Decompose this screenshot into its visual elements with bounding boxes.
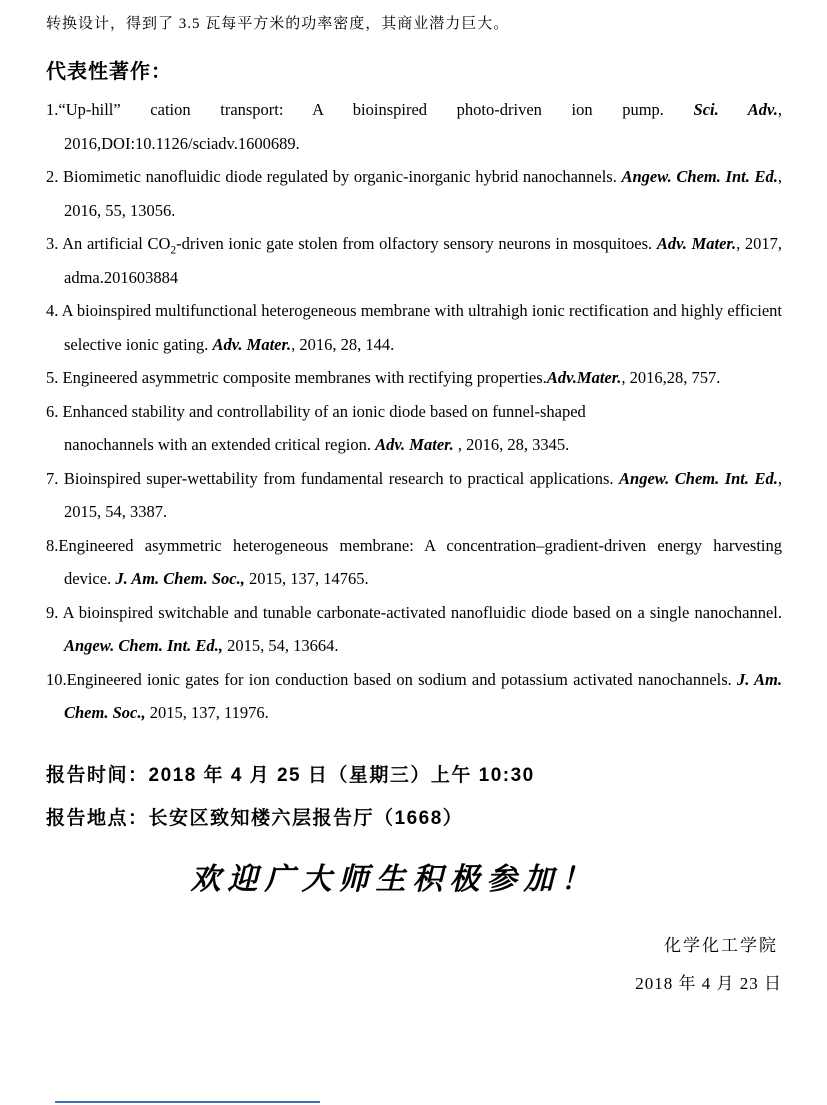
- journal-name: Adv. Mater.: [656, 234, 737, 253]
- publication-text: 9. A bioinspired switchable and tunable carbonate-activated nanofluidic diode based on a single nanochannel.: [46, 602, 782, 622]
- publication-item: [46, 93, 782, 160]
- bottom-blue-line: [55, 1101, 320, 1103]
- signature-organization: 化学化工学院: [664, 935, 778, 955]
- report-time-line: 报告时间：2018 年 4 月 25 日（星期三）上午 10:30: [46, 764, 535, 786]
- publication-item: [46, 294, 782, 361]
- publication-text: 1.“Up-hill” cation transport: A bioinspired photo-driven ion pump.: [46, 100, 694, 119]
- publication-item: [46, 395, 782, 462]
- publication-text: 2015, 137, 14765.: [244, 569, 369, 588]
- publication-text: 2: [170, 244, 177, 257]
- publication-text: , 2016, 28, 3345.: [453, 435, 570, 454]
- publication-item: [46, 160, 782, 227]
- publication-item: [46, 596, 782, 663]
- publication-text: -driven ionic gate stolen from olfactory sensory neurons in mosquitoes.: [176, 234, 657, 253]
- publication-text: 7. Bioinspired super-wettability from fundamental research to practical applications.: [46, 468, 620, 488]
- publication-text: , 2015, 54, 3387.: [64, 468, 782, 521]
- journal-name: Adv. Mater.: [212, 334, 292, 354]
- publication-item: [46, 361, 782, 395]
- journal-name: Adv.Mater.: [546, 368, 622, 387]
- publication-item: [46, 663, 782, 730]
- intro-paragraph: 转换设计，得到了 3.5 瓦每平方米的功率密度，其商业潜力巨大。: [46, 16, 510, 32]
- publication-text: 2. Biomimetic nanofluidic diode regulated by organic-inorganic hybrid nanochannels.: [46, 167, 622, 186]
- journal-name: Angew. Chem. Int. Ed.,: [64, 636, 223, 655]
- publication-item: [46, 227, 782, 294]
- publication-text: , 2016,28, 757.: [621, 368, 721, 387]
- journal-name: Angew. Chem. Int. Ed.: [621, 167, 778, 186]
- publication-text: , 2017, adma.201603884: [64, 234, 783, 287]
- journal-name: Sci. Adv.: [693, 100, 778, 119]
- publication-text: 2015, 54, 13664.: [222, 636, 339, 655]
- publication-text: nanochannels with an extended critical region.: [64, 435, 376, 454]
- publication-item: [46, 529, 782, 596]
- publication-text: 4. A bioinspired multifunctional heterogeneous membrane with ultrahigh ionic rectification and highly efficient selective ionic gating.: [46, 301, 782, 354]
- publication-text: 6. Enhanced stability and controllability of an ionic diode based on funnel-shaped: [46, 401, 586, 421]
- publication-text: , 2016, 55, 13056.: [64, 167, 782, 220]
- journal-name: J. Am. Chem. Soc.,: [115, 569, 245, 588]
- report-place-line: 报告地点：长安区致知楼六层报告厅（1668）: [46, 807, 464, 829]
- signature-date: 2018 年 4 月 23 日: [635, 973, 782, 993]
- journal-name: Angew. Chem. Int. Ed.: [619, 468, 778, 488]
- welcome-calligraphy-line: 欢迎广大师生积极参加！: [190, 862, 598, 896]
- publication-text: , 2016, 28, 144.: [291, 334, 395, 354]
- journal-name: J. Am. Chem. Soc.,: [64, 669, 782, 722]
- publication-text: 5. Engineered asymmetric composite membranes with rectifying properties.: [46, 368, 547, 387]
- publication-text: 10.Engineered ionic gates for ion conduction based on sodium and potassium activated nanochannels.: [46, 669, 738, 689]
- section-heading-publications: 代表性著作：: [46, 61, 172, 83]
- publication-text: , 2016,DOI:10.1126/sciadv.1600689.: [64, 100, 782, 153]
- publication-item: [46, 462, 782, 529]
- publication-text: 2015, 137, 11976.: [145, 703, 269, 722]
- publication-text: 3. An artificial CO: [46, 234, 171, 253]
- publication-text: 8.Engineered asymmetric heterogeneous membrane: A concentration–gradient-driven energy harvesting device.: [46, 535, 782, 588]
- publication-list: [46, 93, 782, 730]
- journal-name: Adv. Mater.: [375, 435, 454, 454]
